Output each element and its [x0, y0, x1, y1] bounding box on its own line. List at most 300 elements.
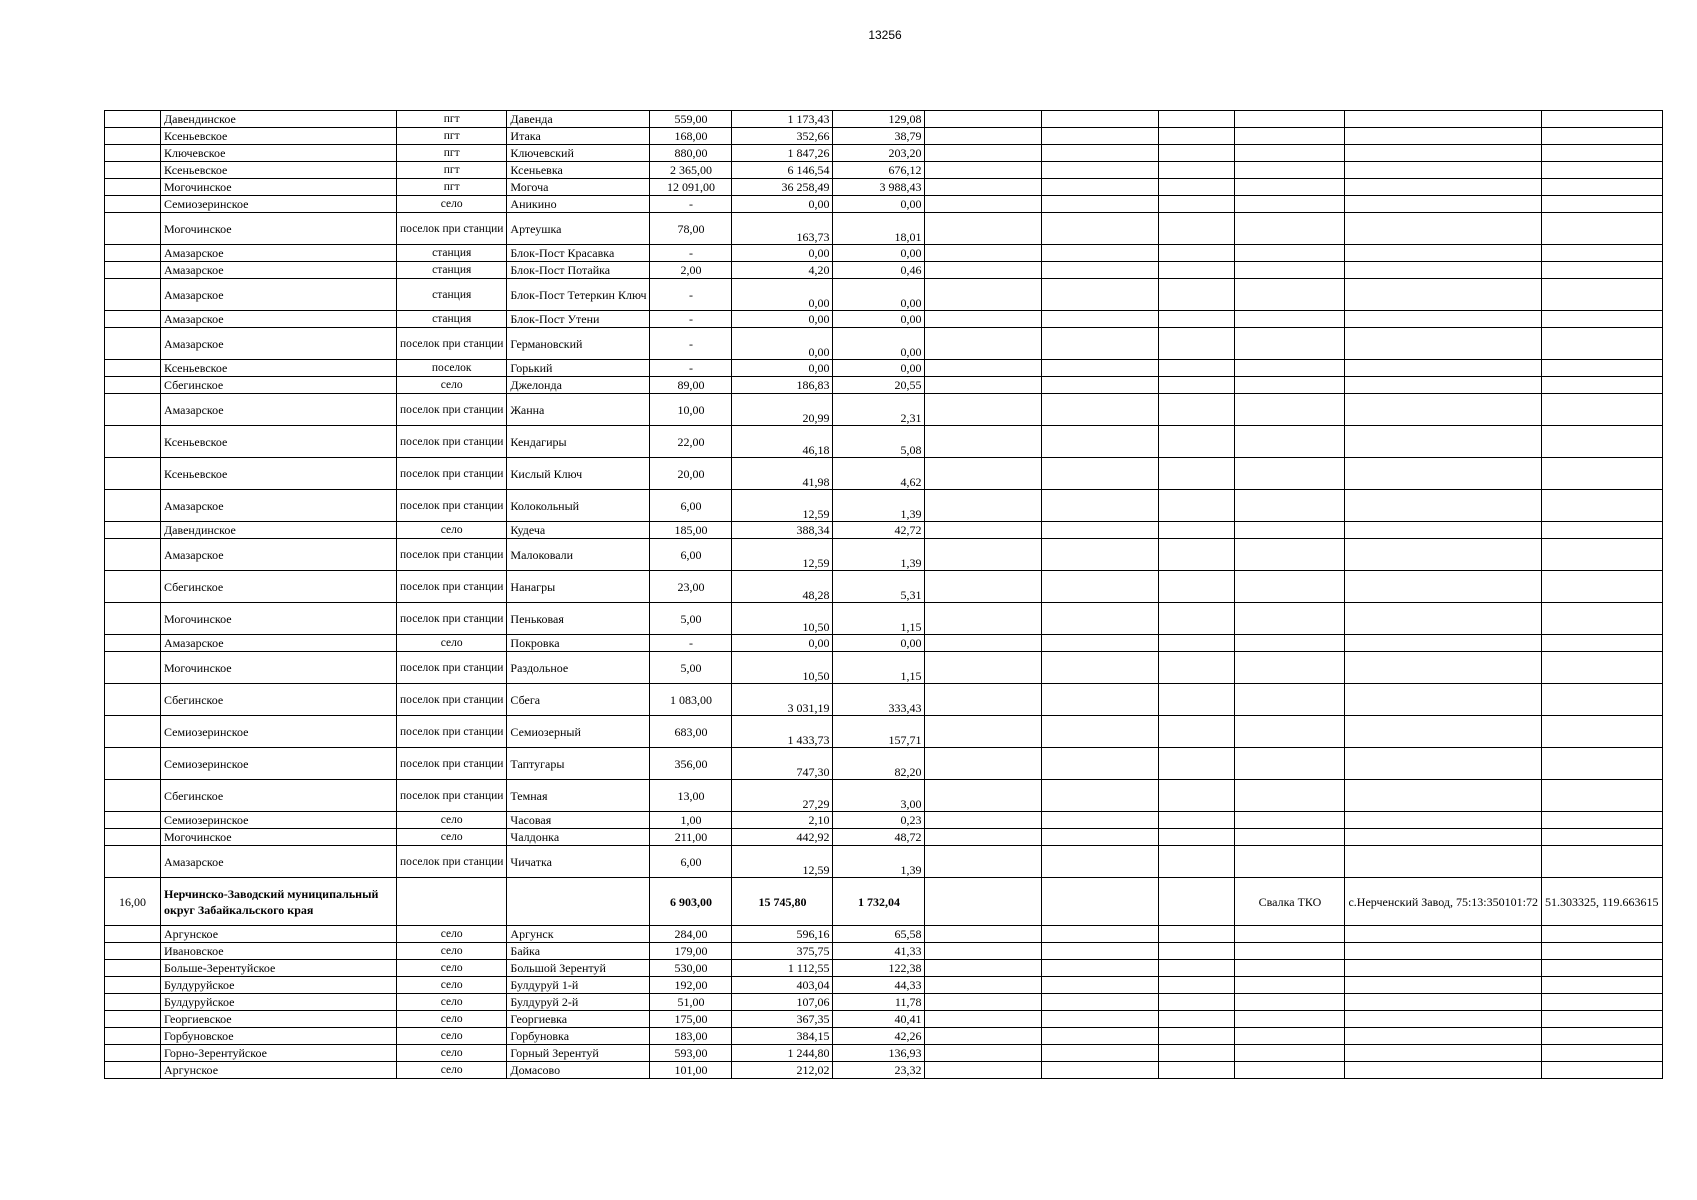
population-cell: -	[650, 311, 732, 328]
facility-address-cell	[1345, 1045, 1542, 1062]
locality-type-cell: станция	[397, 311, 507, 328]
settlement-cell: Могочинское	[161, 829, 397, 846]
empty-cell	[1042, 1011, 1159, 1028]
locality-type-cell: поселок	[397, 360, 507, 377]
settlement-cell: Амазарское	[161, 635, 397, 652]
facility-cell	[1235, 748, 1345, 780]
coordinates-cell	[1541, 846, 1662, 878]
table-row	[105, 829, 1663, 846]
empty-cell	[1159, 279, 1235, 311]
coordinates-cell	[1541, 926, 1662, 943]
empty-cell	[1042, 1045, 1159, 1062]
locality-type-cell: пгт	[397, 179, 507, 196]
locality-cell: Джелонда	[507, 377, 650, 394]
coordinates-cell	[1541, 748, 1662, 780]
empty-cell	[925, 522, 1042, 539]
locality-cell: Аникино	[507, 196, 650, 213]
empty-cell	[925, 490, 1042, 522]
empty-cell	[1159, 262, 1235, 279]
empty-cell	[1159, 128, 1235, 145]
locality-type-cell: село	[397, 960, 507, 977]
row-number	[105, 1011, 161, 1028]
waste-volume-cell: 0,00	[732, 279, 833, 311]
coordinates-cell	[1541, 179, 1662, 196]
empty-cell	[1159, 603, 1235, 635]
table-row	[105, 522, 1663, 539]
table-row	[105, 328, 1663, 360]
table-row	[105, 878, 1663, 926]
locality-type-cell: село	[397, 635, 507, 652]
facility-cell	[1235, 1028, 1345, 1045]
coordinates-cell	[1541, 394, 1662, 426]
facility-address-cell	[1345, 245, 1542, 262]
locality-cell: Ключевский	[507, 145, 650, 162]
row-number	[105, 1062, 161, 1079]
facility-cell	[1235, 829, 1345, 846]
locality-type-cell: село	[397, 943, 507, 960]
settlement-cell: Аргунское	[161, 926, 397, 943]
locality-cell: Артеушка	[507, 213, 650, 245]
locality-type-cell: село	[397, 196, 507, 213]
locality-type-cell: поселок при станции	[397, 426, 507, 458]
facility-cell	[1235, 522, 1345, 539]
waste-volume-cell: 12,59	[732, 846, 833, 878]
settlement-cell: Булдуруйское	[161, 994, 397, 1011]
waste-mass-cell: 122,38	[833, 960, 925, 977]
waste-volume-cell: 0,00	[732, 245, 833, 262]
facility-cell	[1235, 262, 1345, 279]
locality-cell: Малоковали	[507, 539, 650, 571]
settlement-cell: Семиозеринское	[161, 196, 397, 213]
coordinates-cell	[1541, 571, 1662, 603]
locality-cell	[507, 878, 650, 926]
facility-address-cell	[1345, 1062, 1542, 1079]
coordinates-cell	[1541, 977, 1662, 994]
facility-address-cell	[1345, 213, 1542, 245]
empty-cell	[1042, 245, 1159, 262]
empty-cell	[1042, 878, 1159, 926]
empty-cell	[1159, 716, 1235, 748]
facility-address-cell	[1345, 716, 1542, 748]
row-number	[105, 571, 161, 603]
coordinates-cell	[1541, 780, 1662, 812]
coordinates-cell	[1541, 812, 1662, 829]
facility-address-cell	[1345, 1011, 1542, 1028]
empty-cell	[925, 846, 1042, 878]
empty-cell	[925, 943, 1042, 960]
table-row	[105, 603, 1663, 635]
settlement-cell: Семиозеринское	[161, 748, 397, 780]
waste-volume-cell: 20,99	[732, 394, 833, 426]
settlement-cell: Ивановское	[161, 943, 397, 960]
facility-address-cell	[1345, 652, 1542, 684]
population-cell: 22,00	[650, 426, 732, 458]
population-cell: 13,00	[650, 780, 732, 812]
facility-address-cell	[1345, 179, 1542, 196]
facility-address-cell	[1345, 162, 1542, 179]
coordinates-cell	[1541, 960, 1662, 977]
waste-mass-cell: 129,08	[833, 111, 925, 128]
facility-address-cell	[1345, 128, 1542, 145]
population-cell: 179,00	[650, 943, 732, 960]
facility-address-cell	[1345, 490, 1542, 522]
population-cell: 51,00	[650, 994, 732, 1011]
locality-type-cell: поселок при станции	[397, 846, 507, 878]
facility-cell	[1235, 328, 1345, 360]
empty-cell	[925, 145, 1042, 162]
page-number: 13256	[868, 28, 902, 42]
locality-type-cell: пгт	[397, 145, 507, 162]
empty-cell	[925, 748, 1042, 780]
empty-cell	[1159, 1028, 1235, 1045]
waste-volume-cell: 367,35	[732, 1011, 833, 1028]
locality-type-cell: поселок при станции	[397, 603, 507, 635]
empty-cell	[925, 179, 1042, 196]
population-cell: -	[650, 279, 732, 311]
locality-cell: Блок-Пост Тетеркин Ключ	[507, 279, 650, 311]
locality-cell: Давенда	[507, 111, 650, 128]
empty-cell	[925, 977, 1042, 994]
coordinates-cell	[1541, 1011, 1662, 1028]
population-cell: -	[650, 196, 732, 213]
population-cell: 185,00	[650, 522, 732, 539]
table-row	[105, 1011, 1663, 1028]
row-number	[105, 522, 161, 539]
population-cell: 880,00	[650, 145, 732, 162]
waste-mass-cell: 18,01	[833, 213, 925, 245]
population-cell: 6 903,00	[650, 878, 732, 926]
empty-cell	[925, 245, 1042, 262]
facility-address-cell	[1345, 635, 1542, 652]
facility-address-cell	[1345, 328, 1542, 360]
facility-cell	[1235, 426, 1345, 458]
settlement-cell: Ксеньевское	[161, 162, 397, 179]
population-cell: 6,00	[650, 539, 732, 571]
empty-cell	[925, 162, 1042, 179]
empty-cell	[925, 1011, 1042, 1028]
waste-mass-cell: 0,00	[833, 635, 925, 652]
locality-type-cell: поселок при станции	[397, 652, 507, 684]
locality-type-cell: село	[397, 812, 507, 829]
facility-cell	[1235, 635, 1345, 652]
waste-volume-cell: 163,73	[732, 213, 833, 245]
facility-address-cell	[1345, 977, 1542, 994]
row-number	[105, 960, 161, 977]
row-number	[105, 846, 161, 878]
row-number	[105, 196, 161, 213]
locality-cell: Горбуновка	[507, 1028, 650, 1045]
empty-cell	[1159, 977, 1235, 994]
waste-volume-cell: 4,20	[732, 262, 833, 279]
coordinates-cell	[1541, 716, 1662, 748]
settlement-cell: Могочинское	[161, 652, 397, 684]
settlement-cell: Сбегинское	[161, 571, 397, 603]
table-row	[105, 635, 1663, 652]
settlement-cell: Нерчинско-Заводский муниципальный округ Забайкальского края	[161, 878, 397, 926]
locality-type-cell: село	[397, 829, 507, 846]
facility-cell	[1235, 571, 1345, 603]
table-row	[105, 977, 1663, 994]
empty-cell	[1159, 196, 1235, 213]
waste-volume-cell: 0,00	[732, 360, 833, 377]
empty-cell	[1042, 780, 1159, 812]
coordinates-cell	[1541, 377, 1662, 394]
locality-type-cell: станция	[397, 262, 507, 279]
empty-cell	[1159, 846, 1235, 878]
population-cell: 2 365,00	[650, 162, 732, 179]
table-row	[105, 262, 1663, 279]
empty-cell	[1042, 635, 1159, 652]
waste-mass-cell: 1,15	[833, 652, 925, 684]
empty-cell	[1159, 426, 1235, 458]
facility-address-cell	[1345, 394, 1542, 426]
locality-type-cell: поселок при станции	[397, 748, 507, 780]
facility-address-cell	[1345, 994, 1542, 1011]
settlement-cell: Горно-Зерентуйское	[161, 1045, 397, 1062]
waste-mass-cell: 0,00	[833, 328, 925, 360]
table-row	[105, 748, 1663, 780]
row-number	[105, 213, 161, 245]
empty-cell	[1159, 1045, 1235, 1062]
waste-mass-cell: 0,00	[833, 311, 925, 328]
waste-mass-cell: 5,08	[833, 426, 925, 458]
locality-cell: Германовский	[507, 328, 650, 360]
locality-cell: Блок-Пост Потайка	[507, 262, 650, 279]
locality-cell: Покровка	[507, 635, 650, 652]
locality-cell: Темная	[507, 780, 650, 812]
locality-type-cell: село	[397, 1028, 507, 1045]
facility-cell	[1235, 539, 1345, 571]
facility-cell	[1235, 394, 1345, 426]
locality-type-cell: поселок при станции	[397, 539, 507, 571]
table-row	[105, 1062, 1663, 1079]
empty-cell	[925, 360, 1042, 377]
settlement-cell: Горбуновское	[161, 1028, 397, 1045]
empty-cell	[1042, 1062, 1159, 1079]
locality-cell: Чичатка	[507, 846, 650, 878]
coordinates-cell	[1541, 311, 1662, 328]
coordinates-cell	[1541, 360, 1662, 377]
empty-cell	[925, 780, 1042, 812]
settlement-cell: Могочинское	[161, 213, 397, 245]
row-number	[105, 994, 161, 1011]
locality-cell: Кудеча	[507, 522, 650, 539]
settlement-cell: Амазарское	[161, 394, 397, 426]
settlement-cell: Ксеньевское	[161, 360, 397, 377]
table-row	[105, 128, 1663, 145]
population-cell: 530,00	[650, 960, 732, 977]
row-number	[105, 652, 161, 684]
coordinates-cell	[1541, 603, 1662, 635]
empty-cell	[1042, 716, 1159, 748]
settlement-cell: Сбегинское	[161, 780, 397, 812]
waste-volume-cell: 36 258,49	[732, 179, 833, 196]
locality-cell: Колокольный	[507, 490, 650, 522]
facility-address-cell	[1345, 311, 1542, 328]
waste-mass-cell: 1,39	[833, 539, 925, 571]
locality-cell: Таптугары	[507, 748, 650, 780]
table-row	[105, 684, 1663, 716]
population-cell: 211,00	[650, 829, 732, 846]
row-number	[105, 426, 161, 458]
row-number	[105, 635, 161, 652]
waste-mass-cell: 41,33	[833, 943, 925, 960]
facility-address-cell	[1345, 603, 1542, 635]
facility-cell	[1235, 196, 1345, 213]
waste-volume-cell: 352,66	[732, 128, 833, 145]
table-row	[105, 111, 1663, 128]
coordinates-cell	[1541, 652, 1662, 684]
table-row	[105, 360, 1663, 377]
locality-cell: Нанагры	[507, 571, 650, 603]
facility-address-cell	[1345, 846, 1542, 878]
row-number	[105, 111, 161, 128]
coordinates-cell	[1541, 1045, 1662, 1062]
coordinates-cell	[1541, 458, 1662, 490]
facility-address-cell	[1345, 262, 1542, 279]
empty-cell	[1159, 394, 1235, 426]
waste-volume-cell: 596,16	[732, 926, 833, 943]
locality-type-cell: село	[397, 926, 507, 943]
population-cell: -	[650, 245, 732, 262]
locality-cell: Могоча	[507, 179, 650, 196]
waste-volume-cell: 41,98	[732, 458, 833, 490]
locality-cell: Горный Зерентуй	[507, 1045, 650, 1062]
empty-cell	[925, 426, 1042, 458]
facility-cell	[1235, 603, 1345, 635]
locality-type-cell: поселок при станции	[397, 458, 507, 490]
table-row	[105, 943, 1663, 960]
locality-type-cell: село	[397, 977, 507, 994]
empty-cell	[1042, 360, 1159, 377]
table-row	[105, 994, 1663, 1011]
facility-cell	[1235, 145, 1345, 162]
waste-volume-cell: 747,30	[732, 748, 833, 780]
row-number	[105, 377, 161, 394]
empty-cell	[925, 652, 1042, 684]
empty-cell	[1159, 943, 1235, 960]
waste-mass-cell: 65,58	[833, 926, 925, 943]
facility-cell	[1235, 458, 1345, 490]
waste-volume-cell: 403,04	[732, 977, 833, 994]
row-number	[105, 812, 161, 829]
locality-cell: Сбега	[507, 684, 650, 716]
empty-cell	[1042, 458, 1159, 490]
waste-volume-cell: 12,59	[732, 539, 833, 571]
facility-address-cell	[1345, 960, 1542, 977]
population-cell: 10,00	[650, 394, 732, 426]
coordinates-cell	[1541, 328, 1662, 360]
empty-cell	[1159, 748, 1235, 780]
row-number	[105, 684, 161, 716]
settlement-cell: Амазарское	[161, 262, 397, 279]
facility-cell	[1235, 780, 1345, 812]
facility-cell	[1235, 111, 1345, 128]
facility-cell	[1235, 812, 1345, 829]
facility-cell	[1235, 1011, 1345, 1028]
locality-type-cell: пгт	[397, 111, 507, 128]
coordinates-cell	[1541, 245, 1662, 262]
table-row	[105, 179, 1663, 196]
waste-mass-cell: 4,62	[833, 458, 925, 490]
facility-address-cell	[1345, 684, 1542, 716]
settlement-cell: Семиозеринское	[161, 812, 397, 829]
empty-cell	[925, 196, 1042, 213]
locality-type-cell: поселок при станции	[397, 716, 507, 748]
waste-volume-cell: 0,00	[732, 328, 833, 360]
locality-type-cell: поселок при станции	[397, 328, 507, 360]
row-number	[105, 245, 161, 262]
locality-type-cell: село	[397, 994, 507, 1011]
row-number	[105, 748, 161, 780]
empty-cell	[925, 994, 1042, 1011]
empty-cell	[925, 829, 1042, 846]
waste-volume-cell: 0,00	[732, 311, 833, 328]
facility-cell	[1235, 490, 1345, 522]
locality-type-cell: поселок при станции	[397, 490, 507, 522]
settlement-cell: Амазарское	[161, 245, 397, 262]
empty-cell	[1159, 360, 1235, 377]
row-number	[105, 179, 161, 196]
empty-cell	[1042, 394, 1159, 426]
empty-cell	[1159, 571, 1235, 603]
table-row	[105, 846, 1663, 878]
empty-cell	[1159, 179, 1235, 196]
empty-cell	[1042, 652, 1159, 684]
locality-type-cell: поселок при станции	[397, 780, 507, 812]
locality-cell: Байка	[507, 943, 650, 960]
waste-mass-cell: 44,33	[833, 977, 925, 994]
waste-mass-cell: 11,78	[833, 994, 925, 1011]
row-number	[105, 829, 161, 846]
facility-cell	[1235, 360, 1345, 377]
waste-volume-cell: 27,29	[732, 780, 833, 812]
empty-cell	[1042, 179, 1159, 196]
locality-cell: Блок-Пост Красавка	[507, 245, 650, 262]
waste-volume-cell: 10,50	[732, 603, 833, 635]
waste-mass-cell: 23,32	[833, 1062, 925, 1079]
empty-cell	[1042, 748, 1159, 780]
empty-cell	[1042, 943, 1159, 960]
table-row	[105, 1045, 1663, 1062]
facility-address-cell	[1345, 926, 1542, 943]
facility-cell	[1235, 684, 1345, 716]
coordinates-cell	[1541, 829, 1662, 846]
settlement-cell: Амазарское	[161, 490, 397, 522]
population-cell: 101,00	[650, 1062, 732, 1079]
coordinates-cell	[1541, 145, 1662, 162]
waste-mass-cell: 1 732,04	[833, 878, 925, 926]
settlement-cell: Могочинское	[161, 179, 397, 196]
empty-cell	[925, 926, 1042, 943]
empty-cell	[1042, 328, 1159, 360]
coordinates-cell	[1541, 1062, 1662, 1079]
row-number	[105, 162, 161, 179]
table-row	[105, 394, 1663, 426]
empty-cell	[1042, 829, 1159, 846]
facility-address-cell	[1345, 1028, 1542, 1045]
coordinates-cell	[1541, 162, 1662, 179]
table-row	[105, 652, 1663, 684]
coordinates-cell	[1541, 490, 1662, 522]
settlement-cell: Георгиевское	[161, 1011, 397, 1028]
waste-volume-cell: 2,10	[732, 812, 833, 829]
locality-cell: Аргунск	[507, 926, 650, 943]
facility-cell	[1235, 311, 1345, 328]
empty-cell	[1159, 539, 1235, 571]
facility-address-cell	[1345, 111, 1542, 128]
table-row	[105, 1028, 1663, 1045]
